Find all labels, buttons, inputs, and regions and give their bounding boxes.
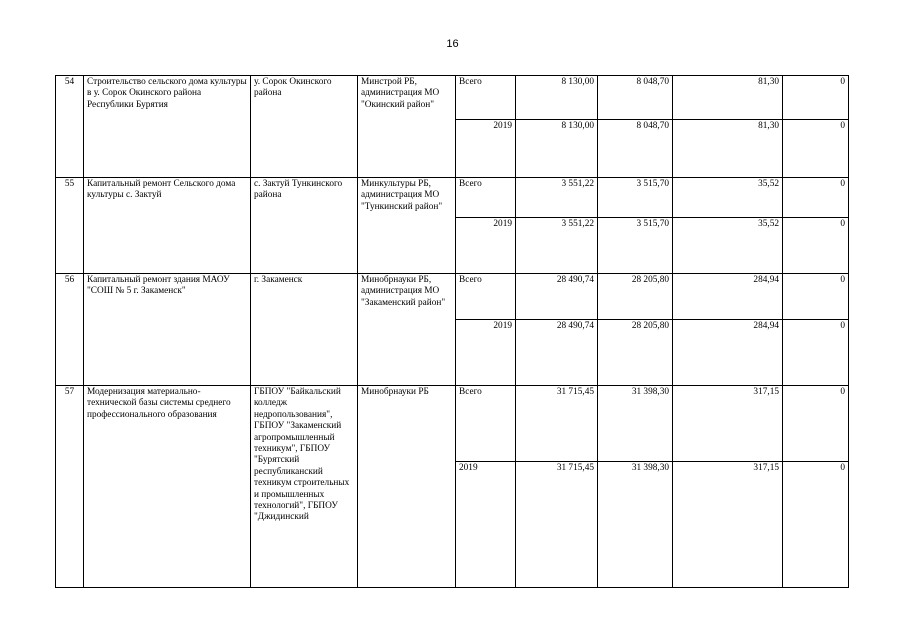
table-row — [56, 274, 849, 320]
value-other: 0 — [783, 120, 849, 178]
value-total: 28 490,74 — [516, 274, 598, 320]
value-total: 8 130,00 — [516, 120, 598, 178]
value-regional: 284,94 — [673, 320, 783, 386]
value-federal: 28 205,80 — [598, 320, 673, 386]
project-name: Капитальный ремонт здания МАОУ "СОШ № 5 г. Закаменск" — [84, 274, 251, 386]
value-total: 31 715,45 — [516, 386, 598, 462]
responsible-org: Минобрнауки РБ, администрация МО "Закаменский район" — [358, 274, 456, 386]
value-total: 3 551,22 — [516, 218, 598, 274]
value-regional: 317,15 — [673, 462, 783, 588]
value-total: 28 490,74 — [516, 320, 598, 386]
value-total: 8 130,00 — [516, 76, 598, 120]
period-year: 2019 — [456, 218, 516, 274]
value-federal: 31 398,30 — [598, 386, 673, 462]
project-location: с. Зактуй Тункинского района — [251, 178, 358, 274]
value-federal: 8 048,70 — [598, 76, 673, 120]
value-federal: 3 515,70 — [598, 218, 673, 274]
value-federal: 8 048,70 — [598, 120, 673, 178]
value-regional: 317,15 — [673, 386, 783, 462]
value-total: 31 715,45 — [516, 462, 598, 588]
period-year: 2019 — [456, 462, 516, 588]
row-number: 56 — [56, 274, 84, 386]
row-number: 57 — [56, 386, 84, 588]
projects-table — [55, 75, 849, 588]
value-other: 0 — [783, 218, 849, 274]
value-regional: 284,94 — [673, 274, 783, 320]
project-location: г. Закаменск — [251, 274, 358, 386]
period-year: 2019 — [456, 120, 516, 178]
value-total: 3 551,22 — [516, 178, 598, 218]
value-other: 0 — [783, 320, 849, 386]
project-name: Капитальный ремонт Сельского дома культуры с. Зактуй — [84, 178, 251, 274]
value-federal: 31 398,30 — [598, 462, 673, 588]
row-number: 55 — [56, 178, 84, 274]
responsible-org: Минстрой РБ, администрация МО "Окинский район" — [358, 76, 456, 178]
page-number: 16 — [446, 38, 459, 50]
project-name: Строительство сельского дома культуры в у. Сорок Окинского района Республики Бурятия — [84, 76, 251, 178]
period-label: Всего — [456, 386, 516, 462]
table-row — [56, 178, 849, 218]
row-number: 54 — [56, 76, 84, 178]
value-other: 0 — [783, 274, 849, 320]
value-regional: 81,30 — [673, 76, 783, 120]
value-federal: 3 515,70 — [598, 178, 673, 218]
project-location: ГБПОУ "Байкальский колледж недропользования", ГБПОУ "Закаменский агропромышленный техникум", ГБПОУ "Бурятский республиканский техникум строительных и промышленных технологий", ГБПОУ "Джидинский — [251, 386, 358, 588]
value-other: 0 — [783, 76, 849, 120]
period-label: Всего — [456, 76, 516, 120]
value-regional: 35,52 — [673, 178, 783, 218]
project-name: Модернизация материально-технической базы системы среднего профессионального образования — [84, 386, 251, 588]
value-regional: 35,52 — [673, 218, 783, 274]
value-federal: 28 205,80 — [598, 274, 673, 320]
responsible-org: Минобрнауки РБ — [358, 386, 456, 588]
value-regional: 81,30 — [673, 120, 783, 178]
table-row — [56, 386, 849, 462]
value-other: 0 — [783, 386, 849, 462]
period-label: Всего — [456, 178, 516, 218]
period-year: 2019 — [456, 320, 516, 386]
period-label: Всего — [456, 274, 516, 320]
responsible-org: Минкультуры РБ, администрация МО "Тункинский район" — [358, 178, 456, 274]
value-other: 0 — [783, 178, 849, 218]
table-row — [56, 76, 849, 120]
project-location: у. Сорок Окинского района — [251, 76, 358, 178]
value-other: 0 — [783, 462, 849, 588]
